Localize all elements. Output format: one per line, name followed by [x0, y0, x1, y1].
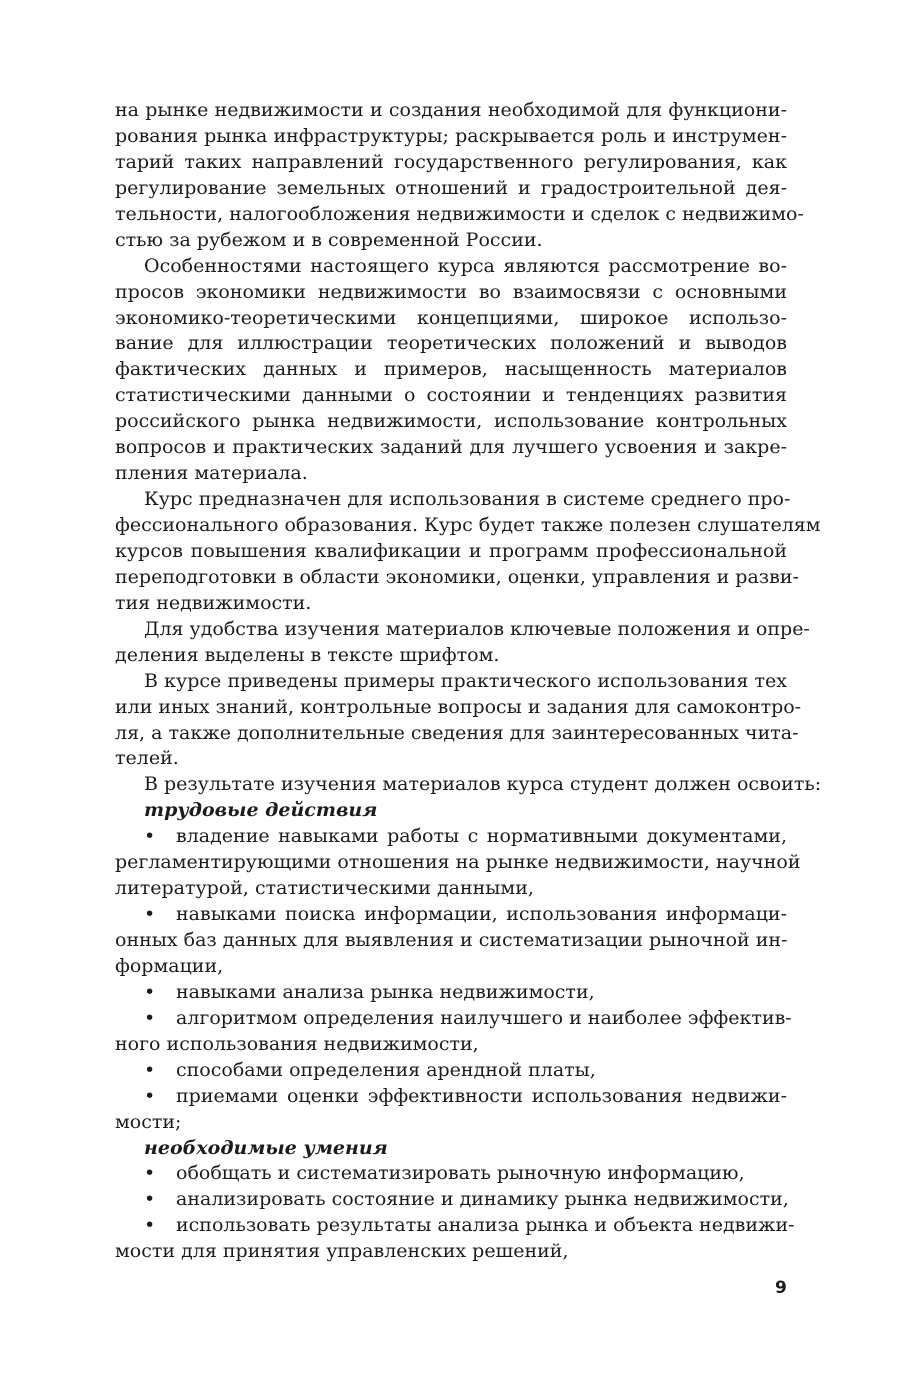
text-line: переподготовки в области экономики, оценки, управления и разви-: [115, 565, 799, 588]
page-body: [115, 98, 822, 1265]
text-line: В курсе приведены примеры практического использования тех: [144, 669, 787, 692]
bullet-icon: •: [144, 825, 156, 848]
bullet-text: владение навыками работы с нормативными документами,: [176, 825, 787, 848]
bullet-icon: •: [144, 1058, 156, 1081]
text-line: Особенностями настоящего курса являются рассмотрение во-: [144, 254, 787, 277]
bullet-text: обобщать и систематизировать рыночную информацию,: [176, 1162, 745, 1185]
text-line: вопросов и практических заданий для лучшего усвоения и закре-: [115, 436, 787, 459]
paragraph: [115, 772, 822, 798]
bullet-icon: •: [144, 1188, 156, 1211]
bullet-text: навыками поиска информации, использования информаци-: [176, 903, 787, 926]
text-line: [115, 980, 787, 1006]
text-line: [115, 1058, 787, 1084]
text-line: мости;: [115, 1110, 182, 1133]
text-line: пления материала.: [115, 462, 308, 485]
text-line: Курс предназначен для использования в системе среднего про-: [144, 488, 791, 511]
bullet-item: [115, 1161, 787, 1187]
bullet-item: [115, 902, 787, 980]
text-line: литературой, статистическими данными,: [115, 877, 534, 900]
text-line: мости для принятия управленских решений,: [115, 1240, 569, 1263]
text-line: [115, 1006, 792, 1032]
text-line: фактических данных и примеров, насыщенность материалов: [115, 358, 787, 381]
text-line: тельности, налогообложения недвижимости и сделок с недвижимо-: [115, 202, 804, 225]
paragraph: [115, 617, 810, 669]
text-line: ного использования недвижимости,: [115, 1032, 479, 1055]
skills-section-labor-actions: [115, 798, 801, 1135]
bullet-text: приемами оценки эффективности использования недвижи-: [176, 1084, 787, 1107]
paragraph: [115, 487, 821, 617]
bullet-icon: •: [144, 903, 156, 926]
bullet-item: [115, 1058, 787, 1084]
bullet-text: использовать результаты анализа рынка и объекта недвижи-: [176, 1214, 795, 1237]
section-heading: необходимые умения: [144, 1136, 388, 1159]
paragraph: [115, 254, 787, 487]
skills-section-required-abilities: [115, 1136, 795, 1266]
text-line: вание для иллюстрации теоретических положений и выводов: [115, 332, 787, 355]
text-line: тарий таких направлений государственного регулирования, как: [115, 150, 787, 173]
text-line: ля, а также дополнительные сведения для заинтересованных чита-: [115, 721, 799, 744]
text-line: [115, 824, 787, 850]
text-line: [115, 1084, 787, 1110]
bullet-icon: •: [144, 1006, 156, 1029]
page-number: 9: [775, 1278, 787, 1298]
text-line: просов экономики недвижимости во взаимосвязи с основными: [115, 280, 787, 303]
bullet-item: [115, 1187, 787, 1213]
text-line: регламентирующими отношения на рынке недвижимости, научной: [115, 851, 801, 874]
text-line: российского рынка недвижимости, использование контрольных: [115, 410, 787, 433]
bullet-item: [115, 980, 787, 1006]
bullet-text: способами определения арендной платы,: [176, 1058, 596, 1081]
text-line: онных баз данных для выявления и систематизации рыночной ин-: [115, 929, 788, 951]
bullet-text: алгоритмом определения наилучшего и наиболее эффектив-: [176, 1006, 792, 1029]
text-line: [115, 1161, 787, 1187]
bullet-item: [115, 1084, 787, 1136]
text-line: курсов повышения квалификации и программ профессиональной: [115, 539, 787, 562]
bullet-text: анализировать состояние и динамику рынка недвижимости,: [176, 1188, 789, 1211]
paragraph: [115, 669, 802, 773]
text-line: [115, 1213, 795, 1239]
text-line: деления выделены в тексте шрифтом.: [115, 643, 500, 666]
text-line: регулирование земельных отношений и градостроительной дея-: [115, 176, 787, 199]
text-line: рования рынка инфраструктуры; раскрывается роль и инструмен-: [115, 124, 787, 147]
text-line: статистическими данными о состоянии и тенденциях развития: [115, 384, 787, 407]
text-line: стью за рубежом и в современной России.: [115, 228, 543, 251]
bullet-icon: •: [144, 1084, 156, 1107]
bullet-icon: •: [144, 980, 156, 1003]
text-line: В результате изучения материалов курса студент должен освоить:: [144, 773, 822, 796]
text-line: формации,: [115, 954, 224, 977]
text-line: на рынке недвижимости и создания необходимой для функциони-: [115, 99, 787, 121]
text-line: фессионального образования. Курс будет также полезен слушателям: [115, 514, 821, 536]
text-line: [115, 902, 787, 928]
paragraph: [115, 98, 804, 254]
text-line: телей.: [115, 747, 179, 770]
text-line: экономико-теоретическими концепциями, широкое использо-: [115, 306, 787, 329]
bullet-icon: •: [144, 1214, 156, 1237]
bullet-icon: •: [144, 1162, 156, 1185]
text-line: или иных знаний, контрольные вопросы и задания для самоконтро-: [115, 695, 802, 718]
bullet-item: [115, 824, 801, 902]
text-line: тия недвижимости.: [115, 591, 312, 614]
text-line: Для удобства изучения материалов ключевые положения и опре-: [144, 617, 810, 640]
bullet-item: [115, 1213, 795, 1265]
text-line: [115, 1187, 787, 1213]
bullet-item: [115, 1006, 792, 1058]
section-heading: трудовые действия: [144, 799, 378, 822]
bullet-text: навыками анализа рынка недвижимости,: [176, 980, 595, 1003]
